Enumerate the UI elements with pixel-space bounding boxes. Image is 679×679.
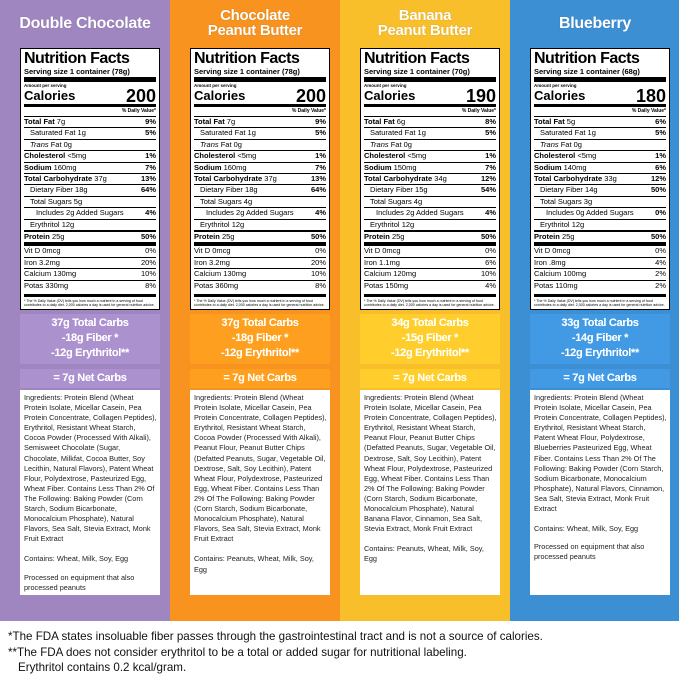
nutrition-facts-panel: [20, 48, 160, 310]
nutrition-facts-panel: [190, 48, 330, 310]
product-name: [0, 0, 170, 46]
total-carbs-box: [190, 314, 330, 364]
nutrient-row-dietary-fiber: Dietary Fiber 18g 64%: [194, 185, 326, 196]
nutrient-row-added-sugars: Includes 2g Added Sugars 4%: [24, 208, 156, 219]
nutrient-row-protein: Protein 25g 50%: [364, 232, 496, 246]
nutrient-row-sodium: Sodium 160mg 7%: [194, 163, 326, 174]
nutrient-row-dietary-fiber: Dietary Fiber 15g 54%: [364, 185, 496, 196]
allergen-contains: Contains: Wheat, Milk, Soy, Egg: [534, 524, 639, 534]
nutrient-row-total-carbohydrate: Total Carbohydrate 37g 13%: [24, 174, 156, 185]
daily-value-header: % Daily Value*: [364, 107, 496, 117]
nutrient-row-trans-fat: Trans Fat 0g: [364, 140, 496, 151]
nutrient-row-total-sugars: Total Sugars 5g: [24, 197, 156, 208]
allergen-contains: Contains: Wheat, Milk, Soy, Egg: [24, 554, 129, 564]
processing-note: Processed on equipment that also processed peanuts: [534, 542, 645, 562]
nutrition-facts-title: Nutrition Facts: [364, 50, 470, 67]
nutrient-row-trans-fat: Trans Fat 0g: [24, 140, 156, 151]
nutrition-facts-title: Nutrition Facts: [194, 50, 300, 67]
nutrient-row-protein: Protein 25g 50%: [534, 232, 666, 246]
net-carbs-box: = 7g Net Carbs: [530, 369, 670, 388]
product-column: [340, 0, 510, 621]
nutrient-row-potassium: Potas 150mg 4%: [364, 280, 496, 290]
fiber-subtract-line: -18g Fiber *: [231, 332, 289, 344]
net-carbs-box: = 7g Net Carbs: [20, 369, 160, 388]
nutrient-row-total-fat: Total Fat 5g 6%: [534, 117, 666, 128]
net-carbs-box: = 7g Net Carbs: [190, 369, 330, 388]
fiber-subtract-line: -18g Fiber *: [61, 332, 119, 344]
daily-value-footnote: * The % Daily Value (DV) tells you how much a nutrient in a serving of food contributes to a daily diet. 2,000 calories a day is used for general nutrition advice.: [24, 294, 156, 307]
nutrient-row-calcium: Calcium 130mg 10%: [194, 269, 326, 280]
daily-value-header: % Daily Value*: [194, 107, 326, 117]
calories-row: [24, 88, 156, 107]
nutrition-facts-title: Nutrition Facts: [24, 50, 130, 67]
calories-value: 190: [465, 86, 496, 106]
nutrient-row-vitamin-d: Vit D 0mcg 0%: [24, 246, 156, 257]
calories-label: Calories: [364, 88, 416, 103]
nutrient-row-calcium: Calcium 120mg 10%: [364, 269, 496, 280]
allergen-contains: Contains: Peanuts, Wheat, Milk, Soy, Egg: [194, 554, 314, 574]
nutrient-row-erythritol: Erythritol 12g: [24, 220, 156, 232]
nutrient-row-total-fat: Total Fat 6g 8%: [364, 117, 496, 128]
total-carbs-box: [360, 314, 500, 364]
nutrient-row-cholesterol: Cholesterol <5mg 1%: [24, 151, 156, 162]
ingredients-box: [20, 390, 160, 595]
product-name: [340, 0, 510, 46]
nutrient-row-iron: Iron 1.1mg 6%: [364, 258, 496, 269]
nutrient-row-saturated-fat: Saturated Fat 1g 5%: [194, 128, 326, 139]
nutrient-row-trans-fat: Trans Fat 0g: [534, 140, 666, 151]
nutrient-row-saturated-fat: Saturated Fat 1g 5%: [534, 128, 666, 139]
calories-row: [194, 88, 326, 107]
nutrient-row-sodium: Sodium 140mg 6%: [534, 163, 666, 174]
ingredients-box: [530, 390, 670, 595]
nutrition-facts-panel: [530, 48, 670, 310]
calories-row: [534, 88, 666, 107]
nutrient-row-trans-fat: Trans Fat 0g: [194, 140, 326, 151]
nutrient-row-sodium: Sodium 150mg 7%: [364, 163, 496, 174]
nutrient-row-total-sugars: Total Sugars 4g: [194, 197, 326, 208]
product-name-line1: Chocolate: [220, 7, 290, 24]
processing-note: Processed on equipment that also processed peanuts: [24, 572, 135, 592]
daily-value-footnote: * The % Daily Value (DV) tells you how much a nutrient in a serving of food contributes to a daily diet. 2,000 calories a day is used for general nutrition advice.: [194, 294, 326, 307]
amount-per-serving: Amount per serving: [24, 83, 67, 88]
nutrient-row-added-sugars: Includes 2g Added Sugars 4%: [364, 208, 496, 219]
total-carbs-line: 34g Total Carbs: [391, 317, 469, 329]
product-name: [510, 0, 679, 46]
product-name-line2: Peanut Butter: [207, 22, 303, 39]
total-carbs-line: 37g Total Carbs: [51, 317, 129, 329]
nutrient-row-erythritol: Erythritol 12g: [364, 220, 496, 232]
product-name-line1: Banana: [398, 7, 452, 24]
nutrient-row-erythritol: Erythritol 12g: [534, 220, 666, 232]
erythritol-subtract-line: -12g Erythritol**: [50, 347, 130, 359]
nutrient-row-total-fat: Total Fat 7g 9%: [24, 117, 156, 128]
total-carbs-box: [20, 314, 160, 364]
nutrient-row-total-sugars: Total Sugars 4g: [364, 197, 496, 208]
nutrient-row-iron: Iron .8mg 4%: [534, 258, 666, 269]
erythritol-subtract-line: -12g Erythritol**: [560, 347, 640, 359]
nutrient-row-potassium: Potas 360mg 8%: [194, 280, 326, 290]
nutrient-row-erythritol: Erythritol 12g: [194, 220, 326, 232]
nutrient-row-dietary-fiber: Dietary Fiber 14g 50%: [534, 185, 666, 196]
nutrient-row-protein: Protein 25g 50%: [24, 232, 156, 246]
erythritol-subtract-line: -12g Erythritol**: [390, 347, 470, 359]
serving-size: Serving size 1 container (70g): [364, 67, 496, 82]
total-carbs-box: [530, 314, 670, 364]
calories-label: Calories: [24, 88, 76, 103]
nutrient-row-potassium: Potas 110mg 2%: [534, 280, 666, 290]
nutrient-row-total-carbohydrate: Total Carbohydrate 34g 12%: [364, 174, 496, 185]
daily-value-footnote: * The % Daily Value (DV) tells you how much a nutrient in a serving of food contributes to a daily diet. 2,000 calories a day is used for general nutrition advice.: [364, 294, 496, 307]
ingredients-box: [360, 390, 500, 595]
product-column: [510, 0, 679, 621]
erythritol-subtract-line: -12g Erythritol**: [220, 347, 300, 359]
nutrient-row-protein: Protein 25g 50%: [194, 232, 326, 246]
nutrient-row-iron: Iron 3.2mg 20%: [194, 258, 326, 269]
nutrient-row-total-sugars: Total Sugars 3g: [534, 197, 666, 208]
calories-label: Calories: [534, 88, 586, 103]
serving-size: Serving size 1 container (78g): [24, 67, 156, 82]
nutrient-row-calcium: Calcium 130mg 10%: [24, 269, 156, 280]
calories-row: [364, 88, 496, 107]
total-carbs-line: 33g Total Carbs: [561, 317, 639, 329]
nutrient-row-iron: Iron 3.2mg 20%: [24, 258, 156, 269]
nutrient-row-saturated-fat: Saturated Fat 1g 5%: [364, 128, 496, 139]
amount-per-serving: Amount per serving: [364, 83, 407, 88]
nutrient-row-cholesterol: Cholesterol <5mg 1%: [534, 151, 666, 162]
nutrient-row-added-sugars: Includes 0g Added Sugars 0%: [534, 208, 666, 219]
amount-per-serving: Amount per serving: [534, 83, 577, 88]
product-column: [0, 0, 170, 621]
nutrient-row-vitamin-d: Vit D 0mcg 0%: [534, 246, 666, 257]
nutrient-row-calcium: Calcium 100mg 2%: [534, 269, 666, 280]
nutrient-row-total-fat: Total Fat 7g 9%: [194, 117, 326, 128]
nutrient-row-total-carbohydrate: Total Carbohydrate 37g 13%: [194, 174, 326, 185]
daily-value-header: % Daily Value*: [24, 107, 156, 117]
fiber-subtract-line: -14g Fiber *: [571, 332, 629, 344]
daily-value-header: % Daily Value*: [534, 107, 666, 117]
ingredients-text: Ingredients: Protein Blend (Wheat Protein Isolate, Micellar Casein, Pea Protein Concentrate, Collagen Peptides), Erythritol, Resistant Wheat Starch, Cocoa Powder (Processed With Alkali), Peanut Flour, Peanut Butter Chips (Defatted Peanuts, Sugar, Vegetable Oil, Dextrose, Salt, Soy Lecithin), Patent Wheat Flour, Polydextrose, Pasteurized Egg, Wheat Fiber. Contains Less Than 2% Of The Following: Baking Powder (Corn Starch, Sodium Bicarbonate, Monocalcium Phosphate), Natural Flavors, Sea Salt, Stevia Extract, Monk Fruit Extract: [194, 393, 327, 544]
product-name: [170, 0, 340, 46]
calories-label: Calories: [194, 88, 246, 103]
calories-value: 180: [635, 86, 666, 106]
ingredients-text: Ingredients: Protein Blend (Wheat Protein Isolate, Micellar Casein, Pea Protein Concentrate, Collagen Peptides), Erythritol, Resistant Wheat Starch, Cocoa Powder (Processed With Alkali), Semisweet Chocolate (Sugar, Chocolate, Milkfat, Cocoa Butter, Soy Lecithin, Natural Flavors), Patent Wheat Flour, Polydextrose, Pasteurized Egg, Wheat Fiber. Contains Less Than 2% Of The Following: Baking Powder (Corn Starch, Sodium Bicarbonate, Monocalcium Phosphate), Natural Flavors, Sea Salt, Stevia Extract, Monk Fruit Extract: [24, 393, 157, 544]
footnote-erythritol: **The FDA does not consider erythritol to be a total or added sugar for nutritional labeling.: [8, 646, 467, 659]
footnote-erythritol-kcal: Erythritol contains 0.2 kcal/gram.: [18, 661, 187, 674]
ingredients-text: Ingredients: Protein Blend (Wheat Protein Isolate, Micellar Casein, Pea Protein Concentrate, Collagen Peptides), Erythritol, Resistant Wheat Starch, Peanut Flour, Peanut Butter Chips (Defatted Peanuts, Sugar, Vegetable Oil, Dextrose, Salt, Soy Lecithin), Patent Wheat Flour, Polydextrose, Pasteurized Egg, Wheat Fiber. Contains Less Than 2% Of The Following: Baking Powder (Corn Starch, Sodium Bicarbonate, Monocalcium Phosphate), Natural Banana Flavor, Cinnamon, Sea Salt, Stevia Extract, Monk Fruit Extract: [364, 393, 497, 534]
product-name-line2: Peanut Butter: [377, 22, 473, 39]
nutrition-facts-title: Nutrition Facts: [534, 50, 640, 67]
nutrient-row-vitamin-d: Vit D 0mcg 0%: [194, 246, 326, 257]
nutrition-facts-panel: [360, 48, 500, 310]
fiber-subtract-line: -15g Fiber *: [401, 332, 459, 344]
nutrient-row-vitamin-d: Vit D 0mcg 0%: [364, 246, 496, 257]
product-name-line1: Blueberry: [559, 14, 631, 32]
footnote-fiber: *The FDA states insoluable fiber passes through the gastrointestinal tract and is not a source of calories.: [8, 630, 543, 643]
nutrient-row-cholesterol: Cholesterol <5mg 1%: [364, 151, 496, 162]
ingredients-box: [190, 390, 330, 595]
net-carbs-box: = 7g Net Carbs: [360, 369, 500, 388]
product-name-line1: Double Chocolate: [19, 14, 151, 32]
daily-value-footnote: * The % Daily Value (DV) tells you how much a nutrient in a serving of food contributes to a daily diet. 2,000 calories a day is used for general nutrition advice.: [534, 294, 666, 307]
amount-per-serving: Amount per serving: [194, 83, 237, 88]
total-carbs-line: 37g Total Carbs: [221, 317, 299, 329]
calories-value: 200: [295, 86, 326, 106]
nutrient-row-cholesterol: Cholesterol <5mg 1%: [194, 151, 326, 162]
nutrient-row-saturated-fat: Saturated Fat 1g 5%: [24, 128, 156, 139]
nutrient-row-potassium: Potas 330mg 8%: [24, 280, 156, 290]
serving-size: Serving size 1 container (78g): [194, 67, 326, 82]
ingredients-text: Ingredients: Protein Blend (Wheat Protein Isolate, Micellar Casein, Pea Protein Concentrate, Collagen Peptides), Erythritol, Resistant Wheat Starch, Patent Wheat Flour, Polydextrose, Blueberries Pasteurized Egg, Wheat Fiber. Contains Less Than 2% Of The Following: Baking Powder (Corn Starch, Sodium Bicarbonate, Monocalcium Phosphate), Natural Flavors, Cinnamon, Sea Salt, Stevia Extract, Monk Fruit Extract: [534, 393, 667, 514]
nutrient-row-sodium: Sodium 160mg 7%: [24, 163, 156, 174]
calories-value: 200: [125, 86, 156, 106]
product-column: [170, 0, 340, 621]
allergen-contains: Contains: Peanuts, Wheat, Milk, Soy, Egg: [364, 544, 484, 564]
nutrient-row-dietary-fiber: Dietary Fiber 18g 64%: [24, 185, 156, 196]
nutrient-row-added-sugars: Includes 2g Added Sugars 4%: [194, 208, 326, 219]
nutrient-row-total-carbohydrate: Total Carbohydrate 33g 12%: [534, 174, 666, 185]
serving-size: Serving size 1 container (68g): [534, 67, 666, 82]
